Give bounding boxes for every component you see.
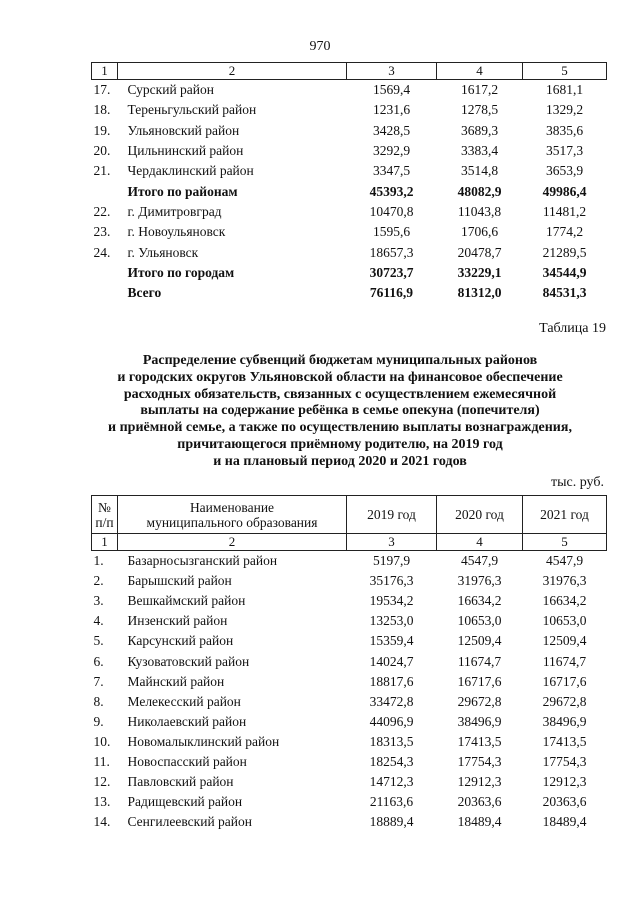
value-2019: 18657,3	[369, 244, 414, 260]
column-number: 4	[437, 534, 523, 551]
row-number	[92, 181, 118, 201]
value-2019: 21163,6	[369, 794, 414, 810]
total-row	[92, 263, 607, 283]
row-number: 21.	[93, 163, 111, 179]
value-2019: 5197,9	[372, 553, 411, 569]
value-2019: 3428,5	[372, 122, 411, 138]
value-2021: 12912,3	[542, 774, 587, 790]
value-2020: 3689,3	[460, 122, 499, 138]
row-number: 22.	[93, 203, 111, 219]
value-2021: 3835,6	[545, 122, 584, 138]
table-row	[92, 591, 607, 611]
row-number	[92, 283, 118, 303]
value-2020: 12509,4	[457, 633, 502, 649]
row-name: Цильнинский район	[127, 143, 244, 159]
row-name: г. Димитровград	[127, 203, 222, 219]
table-row	[92, 202, 607, 222]
value-2020: 11043,8	[457, 203, 502, 219]
value-2019: 13253,0	[369, 613, 414, 629]
table-row	[92, 100, 607, 120]
row-number: 24.	[93, 244, 111, 260]
table-caption: Таблица 19	[539, 321, 606, 336]
total-row	[92, 283, 607, 303]
row-name: г. Новоульяновск	[127, 224, 226, 240]
column-number-row	[92, 534, 607, 551]
value-2019: 3292,9	[372, 143, 411, 159]
value-2019: 15359,4	[369, 633, 414, 649]
row-name: Всего	[127, 285, 162, 301]
table-row	[92, 242, 607, 262]
row-name: Барышский район	[127, 573, 232, 589]
row-number: 23.	[93, 224, 111, 240]
value-2020: 18489,4	[457, 814, 502, 830]
title-line: выплаты на содержание ребёнка в семье опекуна (попечителя)	[140, 403, 540, 419]
value-2021: 3517,3	[545, 143, 584, 159]
value-2021: 11674,7	[542, 653, 587, 669]
column-number: 3	[347, 63, 437, 80]
column-number: 5	[523, 63, 607, 80]
value-2021: 16717,6	[542, 673, 587, 689]
value-2020: 10653,0	[457, 613, 502, 629]
row-name: Инзенский район	[127, 613, 228, 629]
value-2021: 34544,9	[542, 264, 587, 280]
column-number: 2	[118, 534, 347, 551]
row-name: Итого по районам	[127, 183, 238, 199]
row-name: Майнский район	[127, 673, 225, 689]
value-2019: 45393,2	[369, 183, 414, 199]
header-2020: 2020 год	[437, 496, 523, 534]
title-line: и городских округов Ульяновской области на финансовое обеспечение	[117, 369, 563, 385]
row-number: 7.	[93, 673, 104, 689]
row-name: г. Ульяновск	[127, 244, 199, 260]
value-2019: 35176,3	[369, 573, 414, 589]
value-2019: 14024,7	[369, 653, 414, 669]
row-number: 12.	[93, 774, 111, 790]
row-number	[92, 263, 118, 283]
value-2019: 30723,7	[369, 264, 414, 280]
row-number: 13.	[93, 794, 111, 810]
row-number: 18.	[93, 102, 111, 118]
value-2020: 20478,7	[457, 244, 502, 260]
value-2021: 4547,9	[545, 553, 584, 569]
row-name: Чердаклинский район	[127, 163, 254, 179]
page-number: 970	[309, 39, 331, 54]
row-name: Вешкаймский район	[127, 593, 246, 609]
table-row	[92, 571, 607, 591]
value-2021: 21289,5	[542, 244, 587, 260]
value-2019: 1595,6	[372, 224, 411, 240]
value-2021: 20363,6	[542, 794, 587, 810]
table-row	[92, 141, 607, 161]
value-2019: 18889,4	[369, 814, 414, 830]
row-name: Новомалыклинский район	[127, 733, 280, 749]
value-2021: 84531,3	[542, 285, 587, 301]
table-title	[60, 353, 620, 471]
row-name: Ульяновский район	[127, 122, 240, 138]
value-2021: 3653,9	[545, 163, 584, 179]
total-row	[92, 181, 607, 201]
row-name: Мелекесский район	[127, 693, 241, 709]
table-row	[92, 732, 607, 752]
column-number: 4	[437, 63, 523, 80]
value-2019: 44096,9	[369, 713, 414, 729]
column-number: 1	[92, 63, 118, 80]
table-row	[92, 222, 607, 242]
value-2019: 10470,8	[369, 203, 414, 219]
table-row	[92, 692, 607, 712]
value-2020: 16634,2	[457, 593, 502, 609]
value-2020: 3383,4	[460, 143, 499, 159]
column-number: 1	[92, 534, 118, 551]
table-row	[92, 812, 607, 832]
row-number: 9.	[93, 713, 104, 729]
value-2020: 81312,0	[457, 285, 502, 301]
value-2020: 1278,5	[460, 102, 499, 118]
value-2020: 38496,9	[457, 713, 502, 729]
value-2021: 16634,2	[542, 593, 587, 609]
row-number: 2.	[93, 573, 104, 589]
row-number: 3.	[93, 593, 104, 609]
subvention-table	[91, 495, 607, 832]
value-2021: 10653,0	[542, 613, 587, 629]
row-name: Павловский район	[127, 774, 234, 790]
row-number: 1.	[93, 553, 104, 569]
table-row	[92, 611, 607, 631]
value-2019: 33472,8	[369, 693, 414, 709]
value-2021: 11481,2	[542, 203, 587, 219]
table-row	[92, 551, 607, 572]
row-number: 14.	[93, 814, 111, 830]
table-row	[92, 651, 607, 671]
value-2020: 1617,2	[460, 82, 499, 98]
value-2020: 16717,6	[457, 673, 502, 689]
value-2020: 48082,9	[457, 183, 502, 199]
value-2021: 18489,4	[542, 814, 587, 830]
value-2020: 20363,6	[457, 794, 502, 810]
value-2021: 31976,3	[542, 573, 587, 589]
continued-table	[91, 62, 607, 303]
row-name: Сенгилеевский район	[127, 814, 252, 830]
value-2021: 49986,4	[542, 183, 587, 199]
value-2020: 1706,6	[460, 224, 499, 240]
value-2019: 1231,6	[372, 102, 411, 118]
value-2020: 17754,3	[457, 753, 502, 769]
table-row	[92, 80, 607, 101]
row-name: Радищевский район	[127, 794, 243, 810]
title-line: расходных обязательств, связанных с осуществлением ежемесячной	[123, 386, 557, 402]
table-row	[92, 631, 607, 651]
value-2020: 31976,3	[457, 573, 502, 589]
header-2021: 2021 год	[523, 496, 607, 534]
value-2019: 18817,6	[369, 673, 414, 689]
row-name: Тереньгульский район	[127, 102, 257, 118]
header-number	[92, 496, 118, 534]
table-row	[92, 161, 607, 181]
value-2021: 17754,3	[542, 753, 587, 769]
value-2019: 1569,4	[372, 82, 411, 98]
table-row	[92, 121, 607, 141]
value-2020: 11674,7	[457, 653, 502, 669]
column-number: 3	[347, 534, 437, 551]
header-name	[118, 496, 347, 534]
row-number: 10.	[93, 733, 111, 749]
row-name: Сурский район	[127, 82, 214, 98]
row-name: Новоспасский район	[127, 753, 247, 769]
row-number: 19.	[93, 122, 111, 138]
value-2021: 1774,2	[545, 224, 584, 240]
column-number: 5	[523, 534, 607, 551]
header-2019: 2019 год	[347, 496, 437, 534]
title-line: причитающегося приёмному родителю, на 2019 год	[177, 436, 503, 452]
value-2021: 17413,5	[542, 733, 587, 749]
row-name: Кузоватовский район	[127, 653, 250, 669]
value-2019: 19534,2	[369, 593, 414, 609]
title-line: Распределение субвенций бюджетам муниципальных районов	[142, 353, 538, 368]
table-row	[92, 772, 607, 792]
row-number: 5.	[93, 633, 104, 649]
value-2021: 12509,4	[542, 633, 587, 649]
value-2021: 1681,1	[545, 82, 584, 98]
row-name: Итого по городам	[127, 264, 235, 280]
value-2021: 1329,2	[545, 102, 584, 118]
table-row	[92, 672, 607, 692]
row-number: 11.	[93, 753, 110, 769]
value-2020: 33229,1	[457, 264, 502, 280]
header-number-text: № п/п	[95, 499, 114, 530]
table-row	[92, 752, 607, 772]
row-number: 8.	[93, 693, 104, 709]
title-line: и приёмной семье, а также по осуществлению выплаты вознаграждения,	[108, 420, 572, 436]
value-2019: 76116,9	[369, 285, 414, 301]
value-2019: 3347,5	[372, 163, 411, 179]
table-row	[92, 792, 607, 812]
column-number-row	[92, 63, 607, 80]
value-2020: 4547,9	[460, 553, 499, 569]
row-name: Карсунский район	[127, 633, 234, 649]
value-2019: 18254,3	[369, 753, 414, 769]
title-line: и на плановый период 2020 и 2021 годов	[213, 453, 467, 469]
value-2020: 17413,5	[457, 733, 502, 749]
column-number: 2	[118, 63, 347, 80]
value-2020: 12912,3	[457, 774, 502, 790]
value-2019: 14712,3	[369, 774, 414, 790]
value-2021: 38496,9	[542, 713, 587, 729]
row-name: Николаевский район	[127, 713, 247, 729]
header-row	[92, 496, 607, 534]
value-2021: 29672,8	[542, 693, 587, 709]
header-name-text: Наименование муниципального образования	[146, 499, 318, 530]
row-number: 6.	[93, 653, 104, 669]
row-number: 17.	[93, 82, 111, 98]
units-label: тыс. руб.	[551, 475, 604, 490]
table-row	[92, 712, 607, 732]
row-number: 20.	[93, 143, 111, 159]
row-number: 4.	[93, 613, 104, 629]
value-2019: 18313,5	[369, 733, 414, 749]
row-name: Базарносызганский район	[127, 553, 278, 569]
value-2020: 3514,8	[460, 163, 499, 179]
value-2020: 29672,8	[457, 693, 502, 709]
